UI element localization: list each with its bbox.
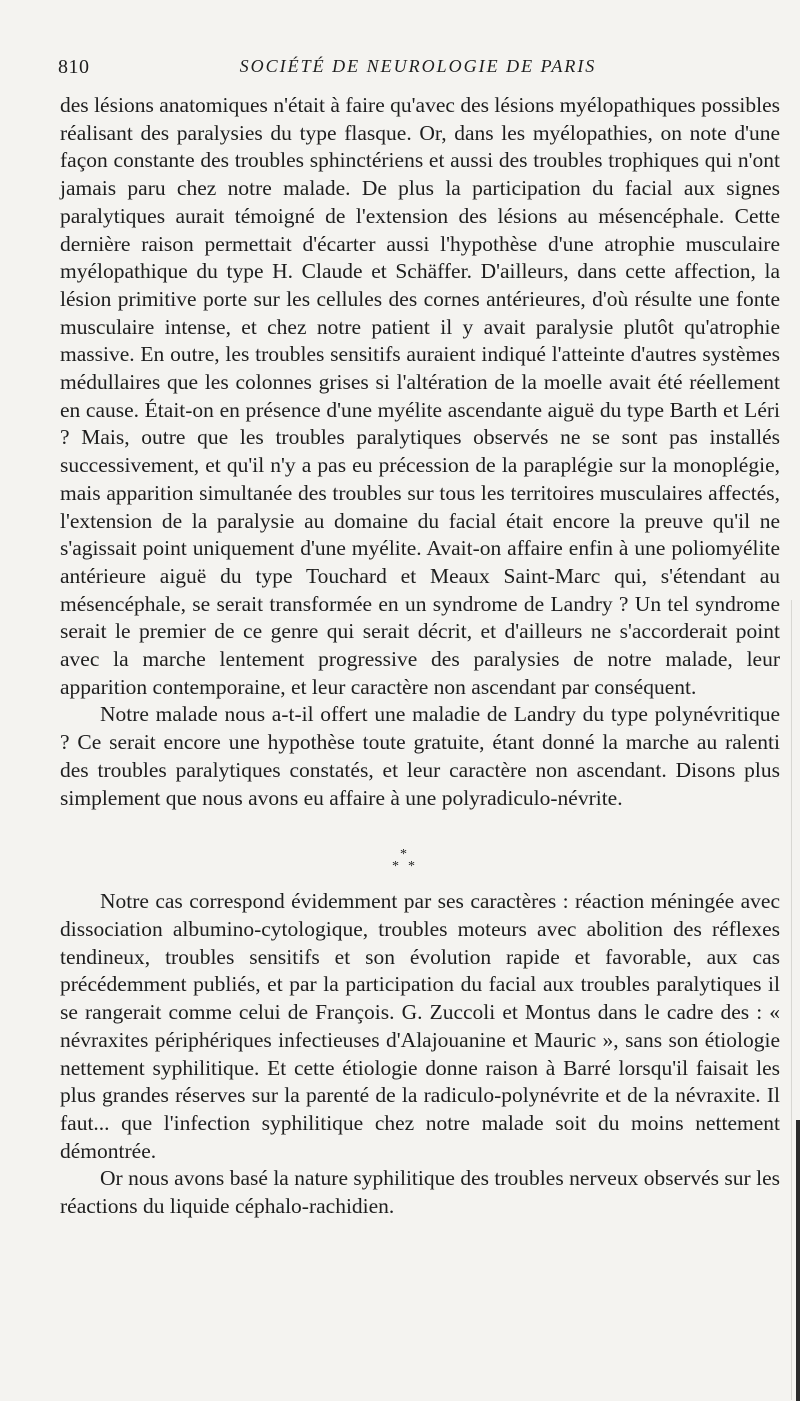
paragraph-1: des lésions anatomiques n'était à faire qu'avec des lésions myélopathiques possibles réalisant des paralysies du type flasque. Or, dans les myélopathies, on note d'une façon constante des troubles sphinctériens et aussi des troubles trophiques qui n'ont jamais paru chez notre malade. De plus la participation du facial aux signes paralytiques aurait témoigné de l'extension des lésions au mésencéphale. Cette dernière raison permettait d'écarter aussi l'hypothèse d'une atrophie musculaire myélopathique du type H. Claude et Schäffer. D'ailleurs, dans cette affection, la lésion primitive porte sur les cellules des cornes antérieures, d'où résulte une fonte musculaire intense, et chez notre patient il y avait paralysie plutôt qu'atrophie massive. En outre, les troubles sensitifs auraient indiqué l'atteinte d'autres systèmes médullaires que les colonnes grises si l'altération de la moelle avait été réellement en cause. Était-on en présence d'une myélite ascendante aiguë du type Barth et Léri ? Mais, outre que les troubles paralytiques observés ne se sont pas installés successivement, et qu'il n'y a pas eu précession de la paraplégie sur la monoplégie, mais apparition simultanée des troubles sur tous les territoires musculaires affectés, l'extension de la paralysie au domaine du facial était encore la preuve qu'il ne s'agissait point uniquement d'une myélite. Avait-on affaire enfin à une poliomyélite antérieure aiguë du type Touchard et Meaux Saint-Marc qui, s'étendant au mésencéphale, se serait transformée en un syndrome de Landry ? Un tel syndrome serait le premier de ce genre qui serait décrit, et d'ailleurs ne s'accorderait point avec la marche lentement progressive des paralysies de notre malade, leur apparition contemporaine, et leur caractère non ascendant par conséquent. [60,93,780,699]
page-edge-shadow [796,1120,800,1401]
paragraph-3: Notre cas correspond évidemment par ses caractères : réaction méningée avec dissociation albumino-cytologique, troubles moteurs avec abolition des réflexes tendineux, troubles sensitifs et son évolution rapide et favorable, aux cas précédemment publiés, et par la participation du facial aux troubles paralytiques il se rangerait comme celui de François. G. Zuccoli et Montus dans le cadre des : « névraxites périphériques infectieuses d'Alajouanine et Mauric », sans son étiologie nettement syphilitique. Et cette étiologie donne raison à Barré lorsqu'il faisait les plus grandes réserves sur la parenté de la radiculo-polynévrite et de la névraxite. Il faut... que l'infection syphilitique chez notre malade soit du moins nettement démontrée. [60,889,780,1163]
asterism-star-left: * [392,859,399,875]
page-number: 810 [58,56,90,78]
page-fold-shadow [791,600,792,1400]
asterism-star-right: * [408,859,415,875]
page-body [60,92,780,1221]
asterism-separator [60,820,780,884]
paragraph-4: Or nous avons basé la nature syphilitique des troubles nerveux observés sur les réactions du liquide céphalo-rachidien. [60,1166,780,1219]
running-title: SOCIÉTÉ DE NEUROLOGIE DE PARIS [239,56,597,76]
paragraph-2: Notre malade nous a-t-il offert une maladie de Landry du type polynévritique ? Ce serait encore une hypothèse toute gratuite, étant donné la marche au ralenti des troubles paralytiques constatés, et leur caractère non ascendant. Disons plus simplement que nous avons eu affaire à une polyradiculo-névrite. [60,702,780,810]
asterism-star-top: * [400,847,407,863]
page-header [58,56,778,80]
